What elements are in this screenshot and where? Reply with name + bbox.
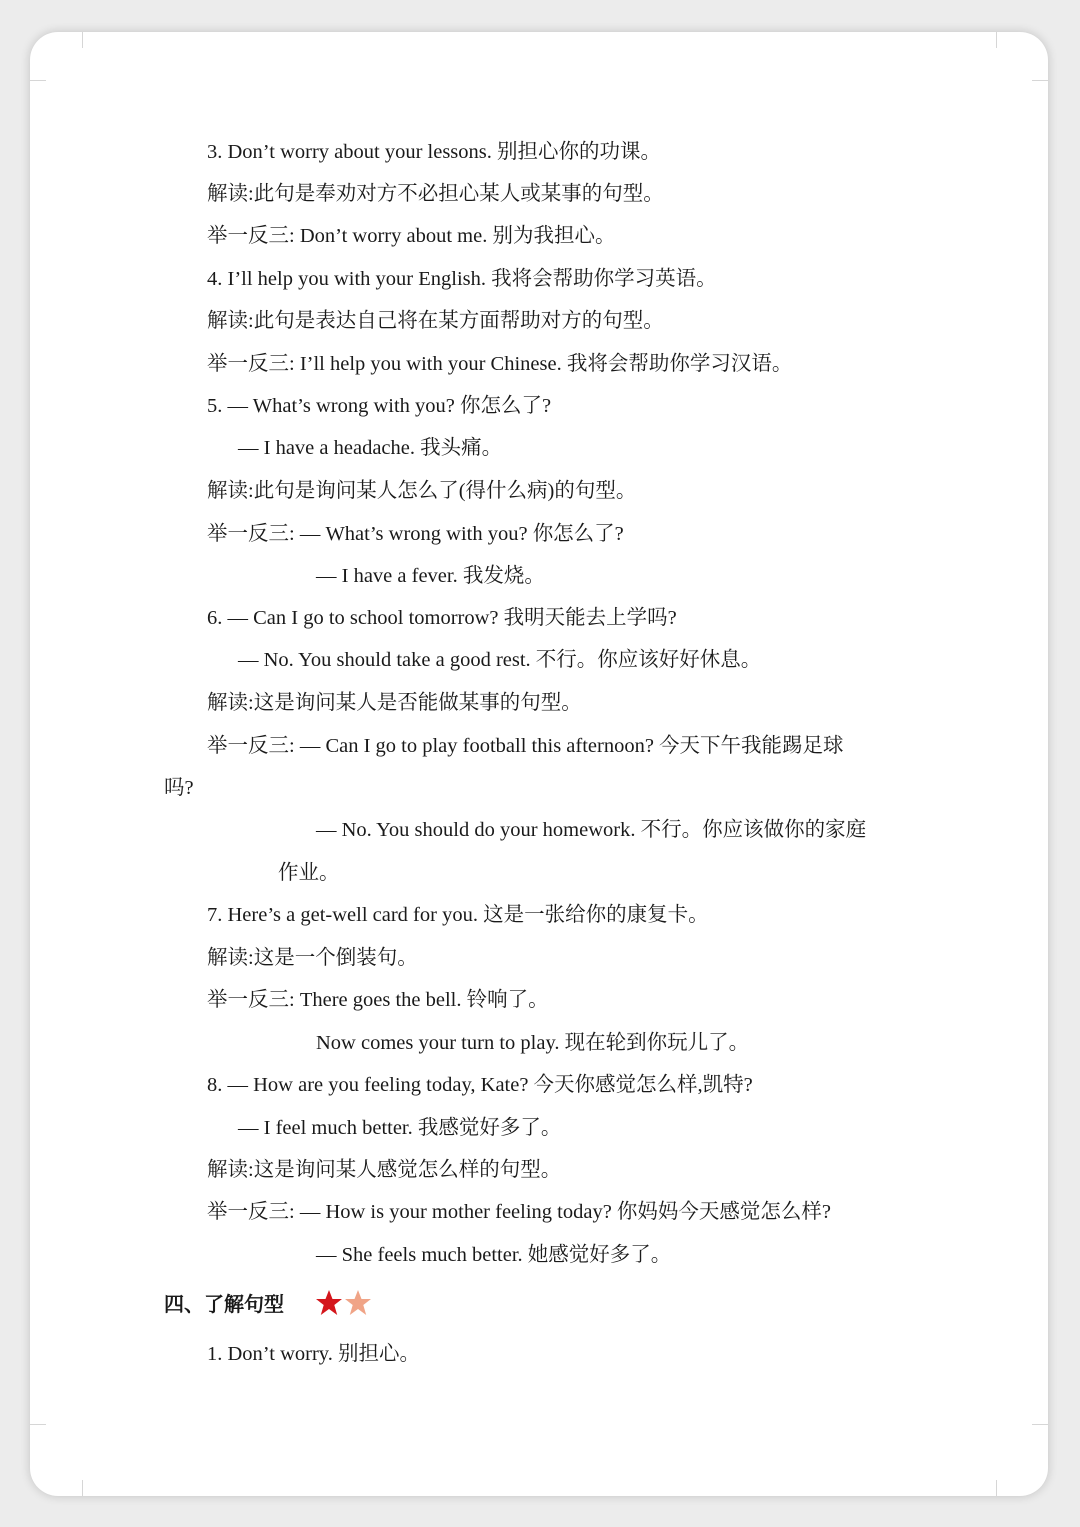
crop-mark — [996, 1480, 997, 1496]
example-6-answer-wrap: 作业。 — [278, 862, 340, 884]
example-5-answer: — I have a fever. 我发烧。 — [316, 565, 545, 587]
star-icon — [316, 1290, 342, 1315]
sentence-7: 7. Here’s a get-well card for you. 这是一张给你的康复卡。 — [207, 904, 709, 926]
explanation-7: 解读:这是一个倒装句。 — [207, 947, 418, 969]
example-6-question: 举一反三: — Can I go to play football this afternoon? 今天下午我能踢足球 — [207, 735, 844, 757]
sentence-4: 4. I’ll help you with your English. 我将会帮助你学习英语。 — [207, 268, 717, 290]
example-6-answer: — No. You should do your homework. 不行。你应该做你的家庭 — [316, 819, 867, 841]
sentence-5-question: 5. — What’s wrong with you? 你怎么了? — [207, 395, 552, 417]
importance-stars — [314, 1288, 374, 1318]
star-icon — [345, 1290, 371, 1315]
example-7-first: 举一反三: There goes the bell. 铃响了。 — [207, 989, 549, 1011]
example-3: 举一反三: Don’t worry about me. 别为我担心。 — [207, 225, 616, 247]
crop-mark — [30, 1424, 46, 1425]
sentence-6-answer: — No. You should take a good rest. 不行。你应该好好休息。 — [238, 649, 762, 671]
explanation-6: 解读:这是询问某人是否能做某事的句型。 — [207, 692, 582, 714]
crop-mark — [1032, 1424, 1048, 1425]
sentence-5-answer: — I have a headache. 我头痛。 — [238, 437, 503, 459]
sentence-8-answer: — I feel much better. 我感觉好多了。 — [238, 1117, 562, 1139]
section-heading: 四、了解句型 — [164, 1292, 284, 1316]
document-page — [30, 32, 1048, 1496]
sentence-3: 3. Don’t worry about your lessons. 别担心你的功课。 — [207, 141, 662, 163]
crop-mark — [996, 32, 997, 48]
sentence-6-question: 6. — Can I go to school tomorrow? 我明天能去上学吗? — [207, 607, 677, 629]
crop-mark — [82, 1480, 83, 1496]
crop-mark — [30, 80, 46, 81]
example-6-question-wrap: 吗? — [164, 777, 194, 799]
explanation-8: 解读:这是询问某人感觉怎么样的句型。 — [207, 1159, 562, 1181]
example-8-question: 举一反三: — How is your mother feeling today? 你妈妈今天感觉怎么样? — [207, 1201, 832, 1223]
example-5-question: 举一反三: — What’s wrong with you? 你怎么了? — [207, 523, 624, 545]
example-7-second: Now comes your turn to play. 现在轮到你玩儿了。 — [316, 1032, 750, 1054]
example-8-answer: — She feels much better. 她感觉好多了。 — [316, 1244, 672, 1266]
section-item-1: 1. Don’t worry. 别担心。 — [207, 1343, 420, 1365]
example-4: 举一反三: I’ll help you with your Chinese. 我将会帮助你学习汉语。 — [207, 353, 793, 375]
explanation-5: 解读:此句是询问某人怎么了(得什么病)的句型。 — [207, 480, 637, 502]
explanation-3: 解读:此句是奉劝对方不必担心某人或某事的句型。 — [207, 183, 664, 205]
crop-mark — [82, 32, 83, 48]
crop-mark — [1032, 80, 1048, 81]
sentence-8-question: 8. — How are you feeling today, Kate? 今天你感觉怎么样,凯特? — [207, 1074, 753, 1096]
explanation-4: 解读:此句是表达自己将在某方面帮助对方的句型。 — [207, 310, 664, 332]
